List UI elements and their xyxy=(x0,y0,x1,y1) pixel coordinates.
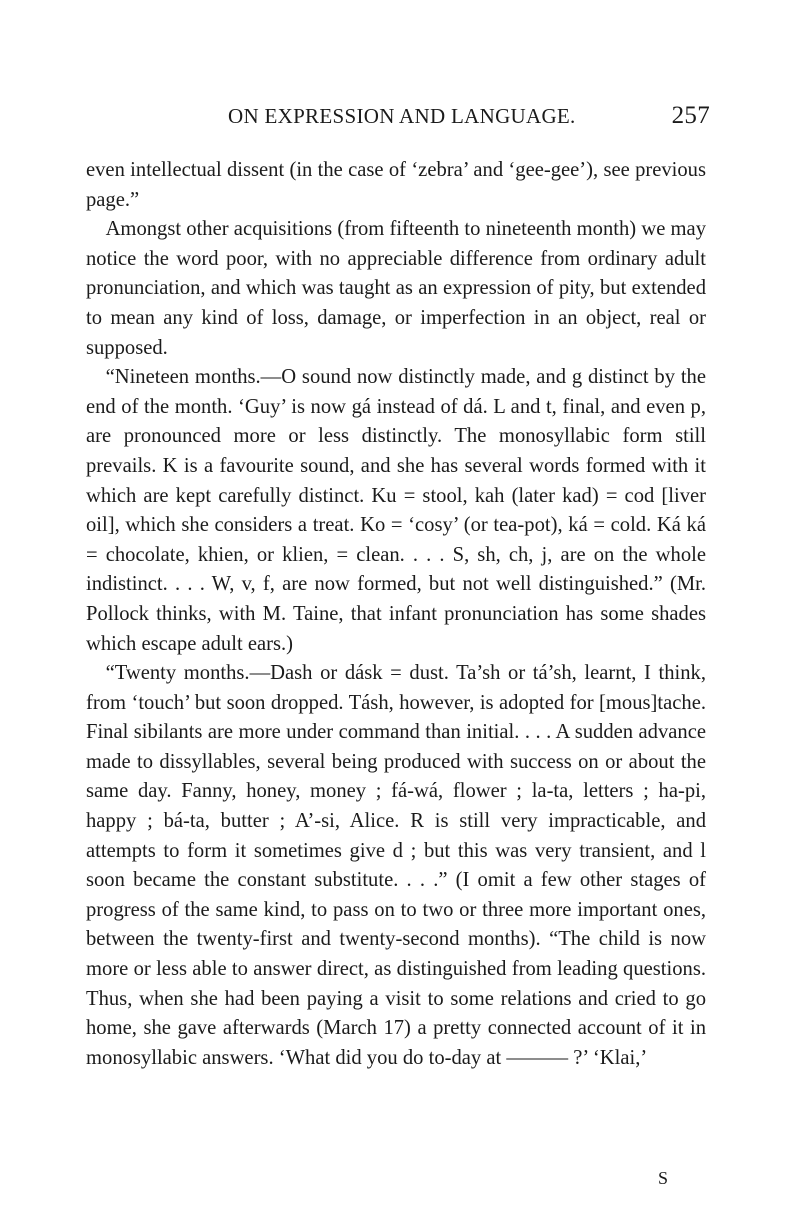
signature-mark: S xyxy=(658,1168,669,1188)
paragraph-twenty-months: “Twenty months.—Dash or dásk = dust. Ta’sh or tá’sh, learnt, I think, from ‘touch’ but soon dropped. Tásh, however, is adopted for [mous]tache. Final sibilants are more under command than initial. . . . A sudden advance made to dissyllables, several being produced with success on or about the same day. Fanny, honey, money ; fá-wá, flower ; la-ta, letters ; ha-pi, happy ; bá-ta, butter ; A’-si, Alice. R is still very impracticable, and attempts to form it sometimes give d ; but this was very transient, and l soon became the constant substitute. . . .” (I omit a few other stages of progress of the same kind, to pass on to two or three more important ones, between the twenty-first and twenty-second months). “The child is now more or less able to answer direct, as distinguished from leading questions. Thus, when she had been paying a visit to some relations and cried to go home, she gave afterwards (March 17) a pretty connected account of it in monosyllabic answers. ‘What did you do to-day at ——— ?’ ‘Klai,’ xyxy=(86,662,706,1069)
page-number: 257 xyxy=(671,102,710,129)
paragraph-nineteen-months: “Nineteen months.—O sound now distinctly made, and g distinct by the end of the month. ‘Guy’ is now gá instead of dá. L and t, final, and even p, are pronounced more or less distinctly. The monosyllabic form still prevails. K is a favourite sound, and she has several words formed with it which are kept carefully distinct. Ku = stool, kah (later kad) = cod [liver oil], which she considers a treat. Ko = ‘cosy’ (or tea-pot), ká = cold. Ká ká = chocolate, khien, or klien, = clean. . . . S, sh, ch, j, are on the whole indistinct. . . . W, v, f, are now formed, but not well distinguished.” (Mr. Pollock thinks, with M. Taine, that infant pronunciation has some shades which escape adult ears.) xyxy=(86,366,706,655)
running-head xyxy=(228,102,710,130)
paragraph-continuation: even intellectual dissent (in the case of ‘zebra’ and ‘gee-gee’), see previous page.” xyxy=(86,159,706,211)
body-text xyxy=(86,156,706,1073)
paragraph-acquisitions: Amongst other acquisitions (from fifteenth to nineteenth month) we may notice the word poor, with no appreciable difference from ordinary adult pronunciation, and which was taught as an expression of pity, but extended to mean any kind of loss, damage, or imperfection in an object, real or supposed. xyxy=(86,218,706,359)
running-title: ON EXPRESSION AND LANGUAGE. xyxy=(228,104,576,128)
